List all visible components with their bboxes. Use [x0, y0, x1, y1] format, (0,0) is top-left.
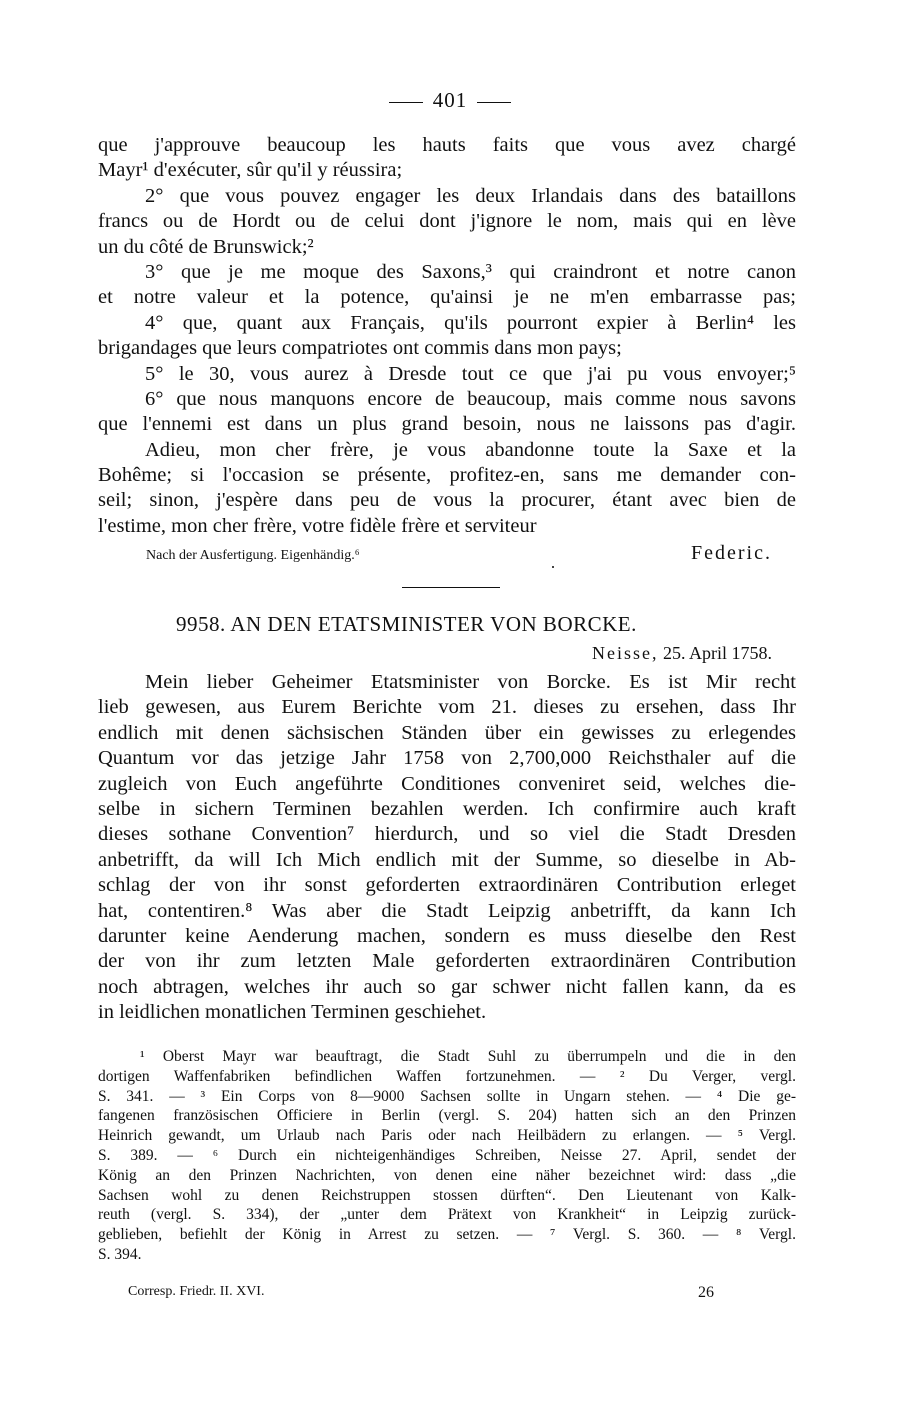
footnote-line: geblieben, befiehlt der König in Arrest zu setzen. — ⁷ Vergl. S. 360. — ⁸ Vergl.: [98, 1226, 796, 1244]
body-line: zugleich von Euch angeführte Conditiones conveniret seid, welches die-: [98, 772, 796, 795]
footnotes: [98, 1047, 796, 1265]
letter-line: 5° le 30, vous aurez à Dresde tout ce que j'ai pu vous envoyer;⁵: [145, 362, 796, 385]
letter-line: 2° que vous pouvez engager les deux Irlandais dans des bataillons: [145, 184, 796, 207]
body-line: lieb gewesen, aus Eurem Berichte vom 21. dieses zu ersehen, dass Ihr: [98, 696, 796, 719]
footnote-line: König an den Prinzen Nachrichten, von denen eine näher bezeichnet wird: dass „die: [98, 1166, 796, 1184]
letter-line: que l'ennemi est dans un plus grand besoin, nous ne laissons pas d'agir.: [98, 413, 796, 436]
signature-mark: 26: [698, 1284, 714, 1301]
body-line: hat, contentiren.⁸ Was aber die Stadt Leipzig anbetrifft, da kann Ich: [98, 899, 796, 922]
footnote-line: dortigen Waffenfabriken befindlichen Waffen fortzunehmen. — ² Du Verger, vergl.: [98, 1067, 796, 1085]
letter-line: Bohême; si l'occasion se présente, profitez-en, sans me demander con-: [98, 464, 796, 487]
body-line: in leidlichen monatlichen Terminen geschiehet.: [98, 1001, 487, 1024]
letter-line: que j'approuve beaucoup les hauts faits que vous avez chargé: [98, 134, 796, 156]
dateline-date: 25. April 1758.: [662, 643, 772, 663]
body-line: endlich mit denen sächsischen Ständen über ein gewisses zu erlegendes: [98, 721, 796, 744]
letter-line: brigandages que leurs compatriotes ont commis dans mon pays;: [98, 337, 622, 360]
page-footer: [128, 1284, 714, 1300]
letter-line: 6° que nous manquons encore de beaucoup, mais comme nous savons: [145, 387, 796, 410]
letter-line: un du côté de Brunswick;²: [98, 235, 314, 258]
body-line: schlag der von ihr sonst geforderten extraordinären Contribution erleget: [98, 874, 796, 897]
footer-citation: Corresp. Friedr. II. XVI.: [128, 1284, 265, 1299]
letter-line: 4° que, quant aux Français, qu'ils pourront expier à Berlin⁴ les: [145, 311, 796, 334]
letter-heading: 9958. AN DEN ETATSMINISTER VON BORCKE.: [176, 612, 637, 636]
body-line: Mein lieber Geheimer Etatsminister von Borcke. Es ist Mir recht: [145, 671, 796, 693]
letter-line: 3° que je me moque des Saxons,³ qui craindront et notre canon: [145, 260, 796, 283]
page-number: 401: [432, 88, 468, 112]
footnote-line: fangenen französischen Officiere in Berlin (vergl. S. 204) hatten sich an den Prinzen: [98, 1107, 796, 1125]
body-line: der von ihr zum letzten Male geforderten extraordinären Contribution: [98, 950, 796, 973]
letter-line: Mayr¹ d'exécuter, sûr qu'il y réussira;: [98, 159, 403, 182]
letter-line: et notre valeur et la potence, qu'ainsi je ne m'en embarrasse pas;: [98, 286, 796, 309]
body-line: Quantum vor das jetzige Jahr 1758 von 2,700,000 Reichsthaler auf die: [98, 747, 796, 770]
print-speck: [552, 566, 554, 568]
header-dash-left: [389, 102, 423, 103]
signature-line: [146, 542, 772, 564]
footnote-line: S. 389. — ⁶ Durch ein nichteigenhändiges Schreiben, Neisse 27. April, sendet der: [98, 1146, 796, 1164]
body-line: dieses sothane Convention⁷ hierdurch, und so viel die Stadt Dresden: [98, 823, 796, 846]
page-header: [0, 88, 900, 113]
letter-line: Adieu, mon cher frère, je vous abandonne toute la Saxe et la: [145, 438, 796, 461]
letter-text: [98, 133, 796, 539]
footnote-line: Sachsen wohl zu denen Reichstruppen stossen dürften“. Den Lieutenant von Kalk-: [98, 1186, 796, 1204]
body-line: anbetrifft, da will Ich Mich endlich mit der Summe, so dieselbe in Ab-: [98, 848, 796, 871]
letter-line: francs ou de Hordt ou de celui dont j'ignore le nom, mais qui en lève: [98, 210, 796, 233]
footnote-line: Heinrich gewandt, um Urlaub nach Paris oder nach Heilbädern zu erlangen. — ⁵ Vergl.: [98, 1127, 796, 1145]
footnote-line: S. 394.: [98, 1245, 142, 1263]
header-dash-right: [477, 102, 511, 103]
body-line: selbe in sichern Terminen bezahlen werden. Ich confirmire auch kraft: [98, 797, 796, 820]
dateline: [592, 643, 772, 664]
letter-line: seil; sinon, j'espère dans peu de vous la procurer, étant avec bien de: [98, 489, 796, 512]
body-line: darunter keine Aenderung machen, sondern es muss dieselbe den Rest: [98, 924, 796, 947]
section-divider: [402, 587, 500, 588]
body-line: noch abtragen, welches ihr auch so gar schwer nicht fallen kann, da es: [98, 975, 796, 998]
footnote-line: ¹ Oberst Mayr war beauftragt, die Stadt Suhl zu überrumpeln und die in den: [140, 1048, 796, 1065]
footnote-line: reuth (vergl. S. 334), der „unter dem Prätext von Krankheit“ in Leipzig zurück-: [98, 1206, 796, 1224]
source-note: Nach der Ausfertigung. Eigenhändig.⁶: [146, 548, 360, 563]
dateline-place: Neisse,: [591, 643, 659, 663]
footnote-line: S. 341. — ³ Ein Corps von 8—9000 Sachsen sollte in Ungarn stehen. — ⁴ Die ge-: [98, 1087, 796, 1105]
signature: Federic.: [691, 542, 772, 564]
letter-line: l'estime, mon cher frère, votre fidèle frère et serviteur: [98, 514, 537, 537]
letter-body: [98, 670, 796, 1025]
